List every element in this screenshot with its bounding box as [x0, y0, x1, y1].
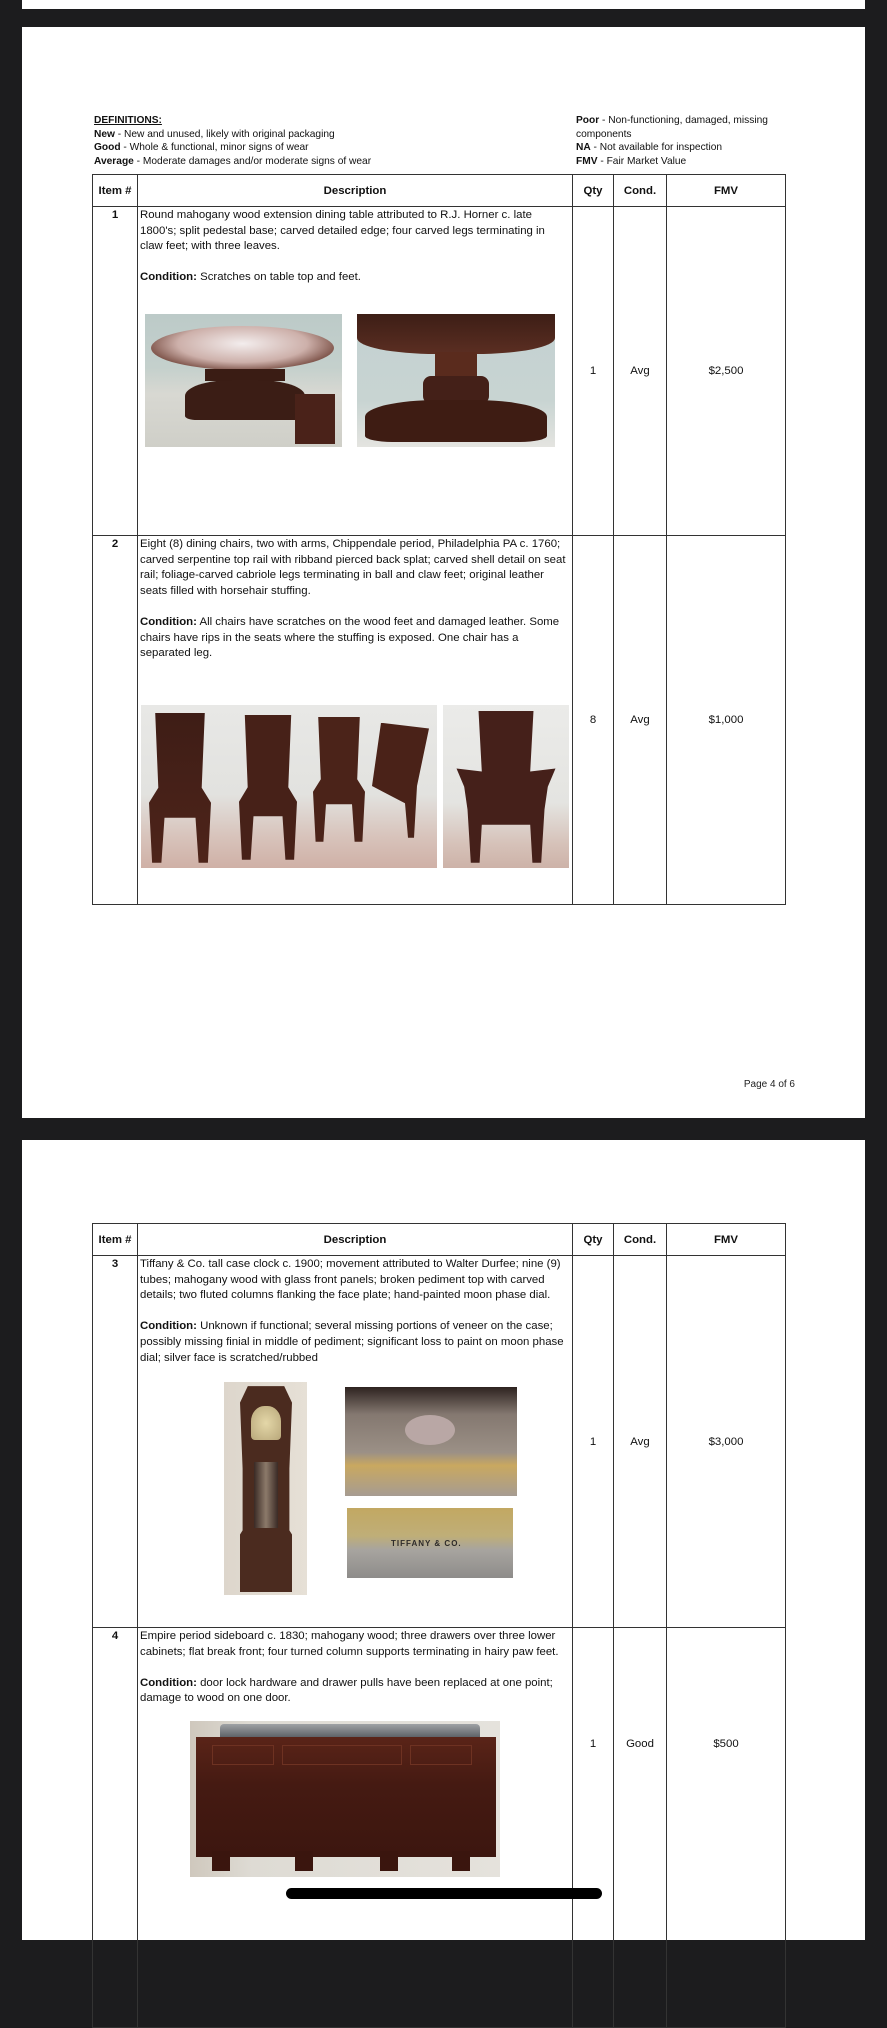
sideboard-photo — [190, 1721, 500, 1877]
document-page-4 — [22, 27, 865, 1118]
item-fmv: $500 — [667, 1628, 786, 2028]
item-qty: 1 — [573, 1628, 614, 2028]
table-row — [93, 207, 786, 536]
table-photo-2 — [357, 314, 555, 447]
header-qty: Qty — [573, 175, 614, 207]
table-photo-1 — [145, 314, 342, 447]
definition-good: Good - Whole & functional, minor signs of wear — [94, 142, 309, 154]
definition-fmv: FMV - Fair Market Value — [576, 155, 687, 167]
item-fmv: $3,000 — [667, 1256, 786, 1628]
condition-text: Condition: All chairs have scratches on the wood feet and damaged leather. Some chairs have rips in the seats where the stuffing is exposed. One chair has a separated leg. — [140, 615, 560, 660]
header-cond: Cond. — [614, 175, 667, 207]
chairs-photo-1 — [141, 705, 437, 868]
table-header-row — [93, 175, 786, 207]
clock-dial-photo — [345, 1387, 517, 1496]
item-photos — [140, 662, 570, 872]
condition-text: Condition: Scratches on table top and feet. — [140, 271, 361, 284]
item-number: 3 — [93, 1256, 138, 1628]
item-description — [138, 207, 573, 536]
inventory-table-page-4 — [92, 174, 786, 905]
definition-poor: Poor - Non-functioning, damaged, missing components — [576, 115, 768, 140]
inventory-table-page-5 — [92, 1223, 786, 2028]
item-number: 1 — [93, 207, 138, 536]
header-item: Item # — [93, 1224, 138, 1256]
item-qty: 1 — [573, 207, 614, 536]
header-qty: Qty — [573, 1224, 614, 1256]
description-text: Round mahogany wood extension dining table attributed to R.J. Horner c. late 1800's; split pedestal base; carved detailed edge; four carved legs terminating in claw feet; with three leaves. — [140, 209, 545, 253]
definitions-title: DEFINITIONS: — [94, 115, 162, 126]
clock-plate-text: TIFFANY & CO. — [391, 1539, 462, 1549]
description-text: Empire period sideboard c. 1830; mahogany wood; three drawers over three lower cabinets; flat break front; four turned column supports terminating in hairy paw feet. — [140, 1630, 559, 1658]
definition-na: NA - Not available for inspection — [576, 142, 723, 154]
item-number: 4 — [93, 1628, 138, 2028]
header-item: Item # — [93, 175, 138, 207]
item-photos — [140, 286, 570, 466]
item-qty: 1 — [573, 1256, 614, 1628]
item-qty: 8 — [573, 536, 614, 905]
description-text: Tiffany & Co. tall case clock c. 1900; movement attributed to Walter Durfee; nine (9) tubes; mahogany wood with glass front panels; broken pediment top with carved details; two fluted columns flanking the face plate; hand-painted moon phase dial. — [140, 1258, 561, 1302]
header-description: Description — [138, 1224, 573, 1256]
header-description: Description — [138, 175, 573, 207]
condition-text: Condition: door lock hardware and drawer pulls have been replaced at one point; damage to wood on one door. — [140, 1676, 553, 1705]
item-description — [138, 1628, 573, 2028]
item-condition: Avg — [614, 207, 667, 536]
condition-text: Condition: Unknown if functional; several missing portions of veneer on the case; possibly missing finial in middle of pediment; significant loss to paint on moon phase dial; silver face is scratched/rubbed — [140, 1320, 564, 1364]
header-fmv: FMV — [667, 1224, 786, 1256]
clock-photo — [224, 1382, 307, 1595]
definition-average: Average - Moderate damages and/or moderate signs of wear — [94, 155, 372, 167]
table-header-row — [93, 1224, 786, 1256]
table-row — [93, 1628, 786, 2028]
definitions-right — [576, 114, 791, 168]
armchair-photo — [443, 705, 569, 868]
item-description — [138, 1256, 573, 1628]
table-row — [93, 1256, 786, 1628]
item-condition: Avg — [614, 1256, 667, 1628]
definitions-left — [94, 114, 371, 168]
home-indicator[interactable] — [286, 1888, 602, 1899]
description-text: Eight (8) dining chairs, two with arms, Chippendale period, Philadelphia PA c. 1760; carved serpentine top rail with ribband pierced back splat; carved shell detail on seat rail; foliage-carved cabriole legs terminating in ball and claw feet; original leather seats filled with horsehair stuffing. — [140, 538, 566, 597]
clock-plate-photo — [347, 1508, 513, 1578]
previous-page-edge — [22, 0, 865, 9]
table-row — [93, 536, 786, 905]
item-description — [138, 536, 573, 905]
item-photos — [140, 1707, 570, 1907]
item-number: 2 — [93, 536, 138, 905]
item-fmv: $1,000 — [667, 536, 786, 905]
item-condition: Good — [614, 1628, 667, 2028]
document-page-5 — [22, 1140, 865, 1940]
header-cond: Cond. — [614, 1224, 667, 1256]
item-fmv: $2,500 — [667, 207, 786, 536]
item-photos — [140, 1366, 570, 1596]
item-condition: Avg — [614, 536, 667, 905]
definition-new: New - New and unused, likely with original packaging — [94, 128, 335, 140]
header-fmv: FMV — [667, 175, 786, 207]
page-number: Page 4 of 6 — [743, 1079, 795, 1090]
